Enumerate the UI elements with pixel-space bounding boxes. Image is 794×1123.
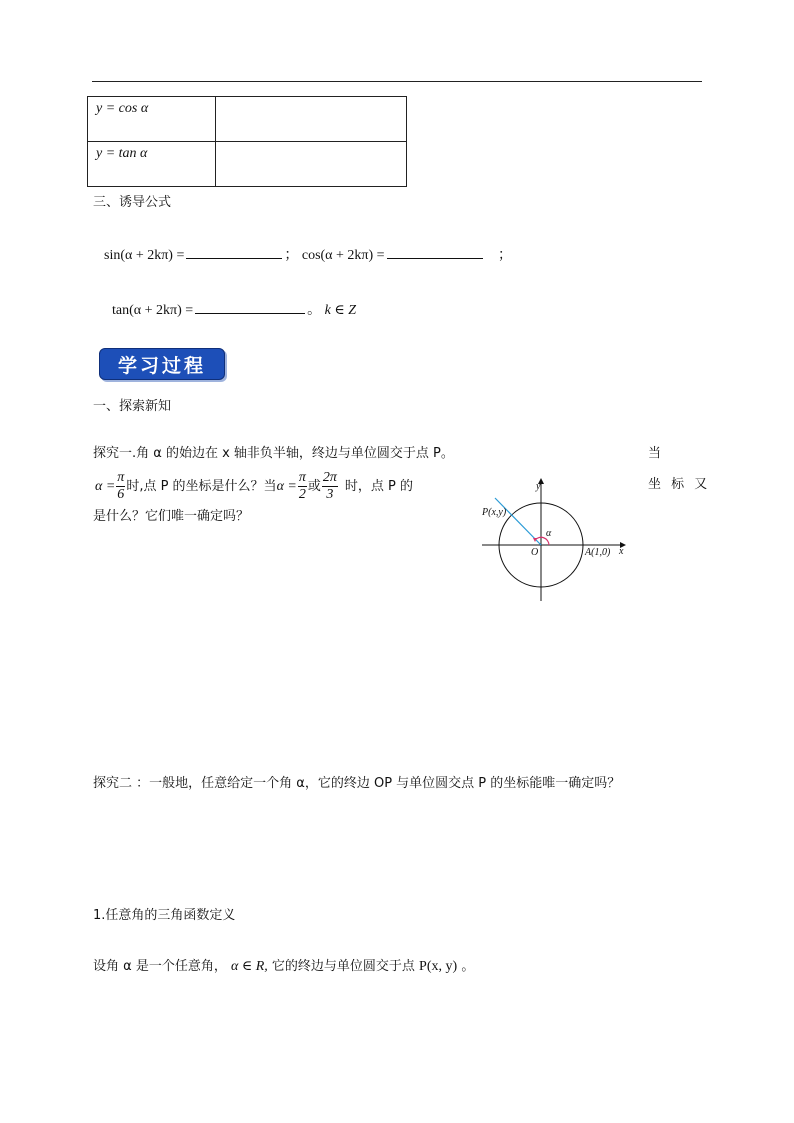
definition-heading: 1.任意角的三角函数定义 [93, 908, 236, 923]
explore1-right2: 坐 标 又 [648, 477, 711, 492]
section-heading-explore: 一、探索新知 [93, 399, 172, 414]
definition-part-d: P(x, y) [419, 959, 458, 974]
fraction-pi-6 [116, 470, 125, 503]
fraction-denominator: 3 [326, 487, 334, 502]
definition-part-b: α ∈ R, [230, 959, 268, 974]
label-y: y [536, 481, 541, 492]
fraction-denominator: 2 [298, 487, 306, 502]
alpha-eq: α = [95, 478, 116, 494]
table-cell-value[interactable] [216, 142, 407, 187]
tan-formula-lhs: tan(α + 2kπ) = [112, 303, 194, 318]
definition-part-a: 设角 α 是一个任意角， [93, 959, 227, 974]
table-cell-value[interactable] [216, 97, 407, 142]
label-alpha: α [546, 528, 552, 539]
fraction-2pi-3 [322, 470, 338, 503]
or-word: 或 [307, 478, 321, 494]
explore1-right1: 当 [648, 446, 662, 461]
explore1-mid2: 时，点 P 的 [344, 478, 414, 494]
unit-circle-diagram [474, 474, 634, 606]
blank-cos[interactable] [387, 246, 483, 259]
section-banner: 学习过程 [99, 348, 225, 380]
blank-sin[interactable] [186, 246, 282, 259]
table-row [88, 97, 407, 142]
fraction-numerator: 2π [322, 470, 337, 485]
label-origin: O [531, 547, 539, 558]
formula-row-1 [104, 244, 512, 264]
label-point-p: P(x,y) [482, 507, 507, 518]
table-cell-func: y = cos α [88, 97, 216, 142]
label-x: x [619, 546, 624, 557]
definition-part-c: 它的终边与单位圆交于点 [271, 959, 415, 974]
explore1-line2 [95, 470, 413, 503]
definition-part-e: 。 [461, 959, 475, 974]
fraction-numerator: π [298, 470, 306, 485]
label-point-a: A(1,0) [585, 547, 611, 558]
trig-function-table [87, 96, 407, 187]
k-condition: k ∈ Z [324, 303, 356, 318]
sin-formula-lhs: sin(α + 2kπ) = [104, 248, 185, 263]
separator: ； [498, 248, 513, 263]
table-row [88, 142, 407, 187]
fraction-denominator: 6 [117, 487, 125, 502]
terminal-ray [495, 498, 541, 545]
explore1-line1: 探究一.角 α 的始边在 x 轴非负半轴，终边与单位圆交于点 P。 [93, 446, 454, 461]
cos-formula-lhs: cos(α + 2kπ) = [301, 248, 385, 263]
y-axis [538, 478, 544, 601]
explore1-mid1: 时,点 P 的坐标是什么？当 [126, 478, 277, 494]
table-cell-func: y = tan α [88, 142, 216, 187]
explore1-line3: 是什么？它们唯一确定吗？ [93, 509, 250, 524]
separator: ； [284, 248, 299, 263]
header-rule [92, 81, 702, 82]
fraction-pi-2 [298, 470, 307, 503]
definition-text [93, 957, 474, 977]
section-heading-induction: 三、诱导公式 [93, 195, 172, 210]
explore2-text: 探究二 ：一般地，任意给定一个角 α，它的终边 OP 与单位圆交点 P 的坐标能唯一确定吗？ [93, 776, 621, 791]
period: 。 [307, 303, 322, 318]
alpha-eq: α = [276, 478, 297, 494]
fraction-numerator: π [117, 470, 125, 485]
formula-row-2 [112, 299, 356, 319]
blank-tan[interactable] [195, 301, 305, 314]
